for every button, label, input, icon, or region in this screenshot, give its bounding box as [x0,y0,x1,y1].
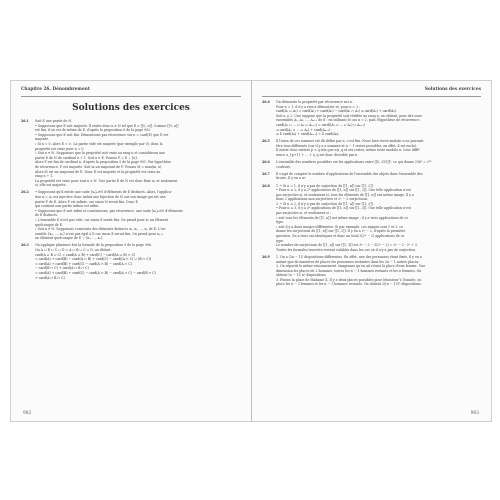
text-line: + card(A ∩ B ∩ C) [35,275,65,280]
text-line: tion n ↦ xₙ est injective donc induit une bijection de ℕ sur son image qui est une [35,195,166,199]
page-number: 902 [23,411,32,416]
text-line: Pour n = 1, il n'y a rien à démontrer et, pour n = 2 : [276,104,361,109]
text-line: ∘ L'ensemble E n'est pas vide, car sinon il serait fini. On prend pour x₀ un élément [35,217,168,222]
text-line: La propriété est vraie pour tout n ∈ ℕ. Une partie E de ℕ est donc finie si, et seulement [35,178,178,183]
left-page [10,80,251,422]
text-line: type. [276,238,285,243]
text-line: de récurrence, F est majorée. Soit m un majorant de F. Posons M = max(m, x). [35,164,163,169]
text-line: ∘ soit il y a deux images différentes. Si par exemple, ces images sont 1 et 2, ce [276,224,403,229]
text-line: On A ∪ B ∪ C ∪ D = A ∪ B ∪ C ∪ D, on déduit : [35,248,113,253]
exercise-number: 26.4 [262,100,270,104]
text-line: Alors F est fini de cardinal n, d'après la proposition 5 de la page 901. Par hypothèse [35,160,172,165]
exercise-26-7 [262,172,483,181]
section-title: Solutions des exercices [72,103,190,113]
page-number: 903 [470,411,479,416]
exercise-26-8 [262,184,483,253]
text-line: L'ensemble des nombres possibles est les applications entre [[0, 255]]³, ce qui donne 256³ = 2²⁴ [276,160,432,165]
text-line: place les n − 1 femmes et les n − 1 hommes restants. On obtient 2((n − 1)!)² dispositions. [276,282,422,287]
text-line: semble {x₀, …, xₙ} n'est pas égal à E car sinon E serait fini. On prend pour xₙ₊₁ [35,231,164,236]
text-line: 1. • Si n = 1, il n'y a pas de surjection de [[1, n]] sur [[1, 2]]. [276,183,374,188]
text-line: On applique plusieurs fois la formule de la proposition 9 de la page 906. [35,243,153,248]
text-line: Soit n ≥ 2. Une suppose que la propriété soit vérifiée au rang n, on obtient, pour des sous- [276,113,423,118]
text-line: Toutes les formules trouvées restent valables dans les cas où il n'y a pas de surjection. [276,247,417,252]
text-line: = card(A) + card(B) − card(A ∩ B) + card(C) − card((A ∩ C) ∪ (B ∩ C)) [35,257,152,262]
exercise-number: 26.8 [262,183,270,188]
text-line: être tous différents (car il y a n sommes et n − 1 restes possibles, en effet, il est exclu). [276,143,418,148]
exercise-26-5 [262,139,483,157]
text-line: Il existe donc entiers p < q tels que n|s_q et ses restes, même reste modulo n. Leur diffé- [276,148,421,153]
text-line: ensembles A₁, A₂, …, Aₙ₊₁ de E : en utilisant le cas n = 2, puis l'hypothèse de récurrence : [276,118,421,123]
exercise-number: 26.1 [21,119,29,123]
text-line: On démontre la propriété par récurrence sur n. [276,100,354,104]
right-content [262,100,483,407]
exercise-26-2 [21,190,243,241]
text-line: est fini, il en est de même de E, d'après la proposition 6 de la page 902. [35,128,152,133]
text-line: partie F de E. Alors F est infinie, car sinon ℕ serait fini. Donc E [35,199,138,204]
text-line: obtient (n − 1)! n! dispositions. [276,273,327,278]
exercise-26-6 [262,160,483,169]
text-line: • Supposons que E soit majorée. Il existe donc n ∈ ℕ tel que E ⊂ [[0, n]]. Comme [[0, n]] [35,123,179,128]
text-line: quelconque de E. [35,222,64,227]
text-line: card(A₁ ∪ A₂) = card(A₁) + card(A₂) − card(A₁ ∩ A₂) ≤ card(A₁) + card(A₂). [276,109,397,114]
exercise-number: 26.5 [262,139,270,144]
text-line: − card(B ∩ C) + card(A ∩ B ∩ C) [35,266,89,271]
text-line: propriété est vraie pour n = 0. [35,146,85,151]
text-line: pas surjective si, et seulement si, tous les éléments de [[1, n]] ont même image. Il y a [276,192,414,197]
text-line: • Supposons que E soit fini. Démontrons par récurrence sur n = card(E) que E est [35,132,169,137]
text-line: • Supposons que E soit infini et construisons, par récurrence, une suite (xₙ)ₙ∈ℕ d'éléments [35,208,183,213]
text-line: card(A₁ ∪ ⋯ ∪ Aₙ ∪ Aₙ₊₁) = card((A₁ ∪ ⋯ ∪ Aₙ) ∪ Aₙ₊₁) [276,122,366,127]
exercise-26-1 [21,119,243,188]
text-line: 2. • Si n ≤ 2, il n'y a pas de surjection de [[1, n]] sur [[1, 3]]. [276,201,374,206]
text-line: question. On a trois cas identiques et donc au total 3(2ⁿ − 2) applications de ce [276,234,405,239]
text-line: donc 2 applications non surjectives et 2ⁿ − 2 surjections. [276,197,369,202]
section-running-title: Solutions des exercices [424,87,481,92]
text-line: rang n + 1. [35,174,54,179]
exercise-26-9 [262,255,483,287]
book-spread [10,80,492,422]
exercise-number: 26.7 [262,171,270,176]
text-line: qui contient une partie infinie est infini. [35,204,100,209]
text-line: dimension les places de 2 hommes, toutes les n − 1 hommes restants et les n femmes. On [276,268,422,273]
text-line: Le nombre de surjections de [[1, n]] sur [[1, 3]] est 3ⁿ − 3 − 3(2ⁿ − 2) = 3ⁿ − 3 · 2ⁿ + 3. [276,243,418,248]
text-line: = card(A) + card(B) + card(C) − card(A ∩ B) − card(A ∩ C) − card(B ∩ C) [35,271,156,275]
text-line: ≤ card(A₁ ∪ ⋯ ∪ Aₙ) + card(Aₙ₊₁) [276,127,331,132]
text-line: pas surjective si, et seulement si : [276,211,331,216]
text-line: tiroirs. Il y en a nᵖ. [276,176,307,181]
text-line: Soit E une partie de ℕ. [35,119,73,123]
exercise-number: 26.6 [262,160,270,165]
text-line: ≤ Σ card(Aₖ) + card(Aₙ₊₁) = Σ card(Aₖ). [276,132,340,137]
text-line: • Pour n ≥ 3, il y a 3ⁿ applications de [[1, n]] sur [[1, 3]]. Une telle application n'est [276,206,411,211]
text-line: donne les surjections de [[1, n]] sur [[1, 2]]. Il y en a 2ⁿ − 2, d'après la première [276,229,406,234]
text-line: 3. Fixons la place de Madame X. Il y a deux places possibles pour Monsieur Y. Ensuite, on [276,277,422,282]
text-line: Alors M est un majorant de E. Donc E est majorée et la propriété est vraie au [35,169,161,174]
exercise-number: 26.2 [21,190,29,195]
text-line: un élément quelconque de E ∖ {x₀, …, xₙ}. [35,236,104,241]
text-line: 2. On répartit le même raisonnement. Imaginons qu'on ait réussi la place d'une femme. Une [276,264,426,269]
text-line: • Pour n ≥ 2, il y a 2ⁿ applications de [[1, n]] sur [[1, 2]]. Une telle application n'est [276,188,411,193]
text-line: type. [276,220,285,225]
exercise-26-3 [21,243,243,280]
text-line: si, elle est majorée. [35,183,67,188]
text-line: = card(A) + card(B) + card(C) − card(A ∩ B) − card(A ∩ C) [35,261,133,266]
text-line: partie E de ℕ de cardinal n + 1. Soit x ∈ E. Posons F = E ∖ {x}. [35,155,139,160]
chapter-title: Chapitre 26. Dénombrement [21,87,90,92]
text-line: ∘ Soit n ∈ ℕ. Supposons construits des éléments distincts x₀, x₁, …, xₙ de E. L'en- [35,227,166,232]
text-line: Il l'aura de ces sommes est dû défini par n, c'est fini. Nous bien versé modulo n ne pouvant [276,139,424,144]
text-line: ∘ Si n = 0, alors E = ∅. La partie vide est majorée (par exemple par 0), donc la [35,141,163,146]
text-line: ∘ Soit n ∈ ℕ. Supposons que la propriété soit vraie au rang n et considérons une [35,151,166,156]
text-line: Il s'agit de compter le nombre d'applications de l'ensemble des objets dans l'ensemble des [276,171,423,176]
exercise-number: 26.3 [21,243,29,248]
exercise-number: 26.9 [262,254,270,259]
exercise-26-4 [262,100,483,137]
text-line: rence a_{p+1} + … + a_q est donc divisible par n. [276,153,359,158]
text-line: • Supposons qu'il existe une suite (xₙ)ₙ∈ℕ d'éléments de E distincts. Alors, l'applica- [35,190,172,195]
text-line: autant que de manières de placer les personnes restantes dans les 2n − 1 autres places. [276,259,420,264]
running-head [262,87,481,97]
right-page [251,80,492,422]
running-head [21,87,241,97]
text-line: de E distincts. [35,213,59,218]
text-line: couleurs. [276,164,291,169]
text-line: majorée. [35,137,50,142]
text-line: card(A ∪ B ∪ C) = card(A ∪ B) + card(C) − card((A ∪ B) ∩ C) [35,252,136,257]
text-line: 1. On a (2n − 1)! dispositions différentes. En effet, une des personnes étant fixée, il y en a [276,254,422,259]
text-line: ∘ soit tous les éléments de [[1, n]] ont même image ; il y a trois applications de ce [276,215,409,220]
left-content [21,119,243,407]
